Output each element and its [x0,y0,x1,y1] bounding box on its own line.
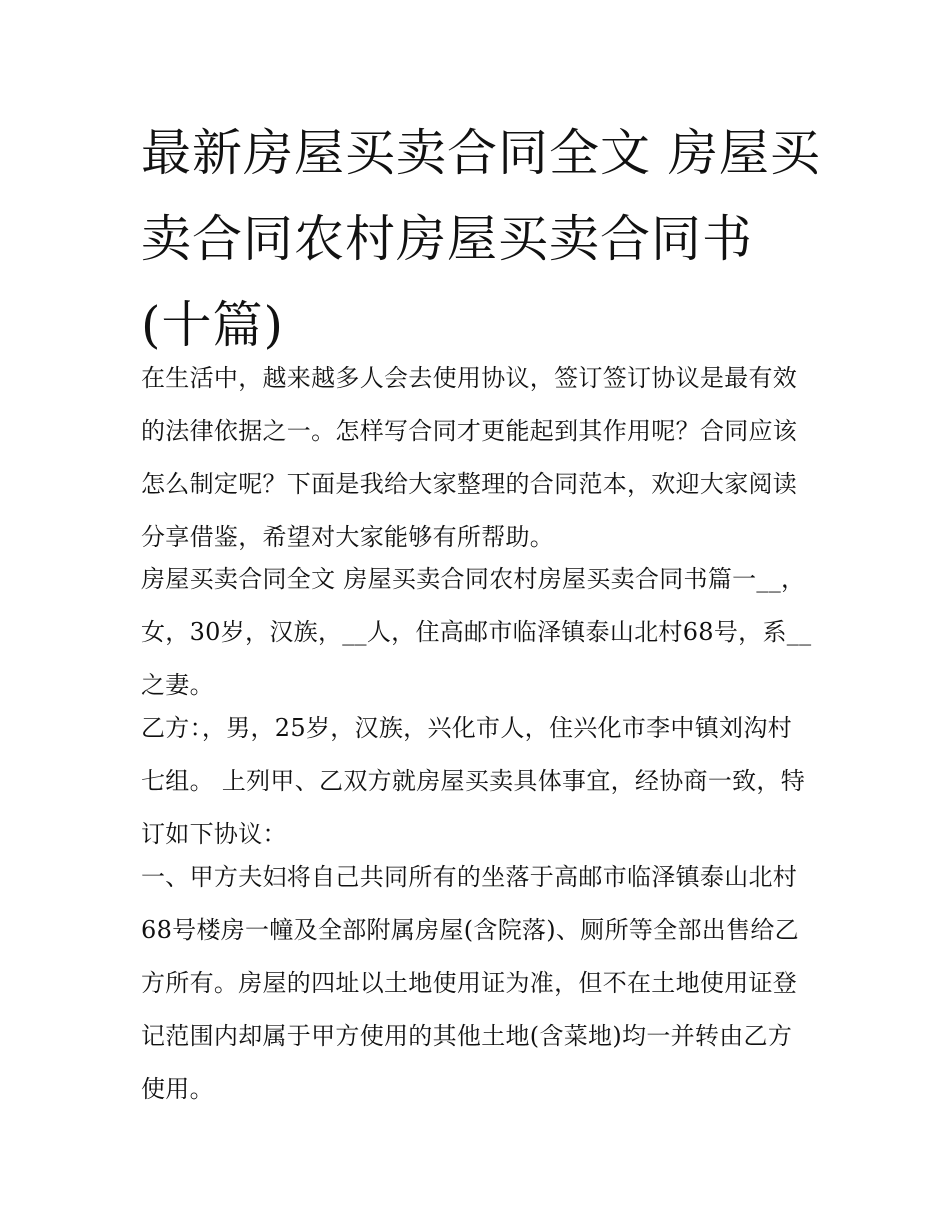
paragraph-clause-one: 一、甲方夫妇将自己共同所有的坐落于高邮市临泽镇泰山北村68号楼房一幢及全部附属房屋(含院落)、厕所等全部出售给乙方所有。房屋的四址以土地使用证为准，但不在土地使用证登记范围内却属于甲方使用的其他土地(含菜地)均一并转由乙方使用。 [141,863,799,1103]
paragraph-party-a: 房屋买卖合同全文 房屋买卖合同农村房屋买卖合同书篇一__，女，30岁，汉族，__人，住高邮市临泽镇泰山北村68号，系__之妻。 [141,565,812,699]
paragraph-intro: 在生活中，越来越多人会去使用协议，签订签订协议是最有效的法律依据之一。怎样写合同才更能起到其作用呢？合同应该怎么制定呢？下面是我给大家整理的合同范本，欢迎大家阅读分享借鉴，希望对大家能够有所帮助。 [141,364,798,551]
document-title: 最新房屋买卖合同全文 房屋买卖合同农村房屋买卖合同书(十篇) [141,124,821,354]
paragraph-party-b: 乙方：，男，25岁，汉族，兴化市人，住兴化市李中镇刘沟村七组。 上列甲、乙双方就房屋买卖具体事宜，经协商一致，特订如下协议： [141,714,806,848]
